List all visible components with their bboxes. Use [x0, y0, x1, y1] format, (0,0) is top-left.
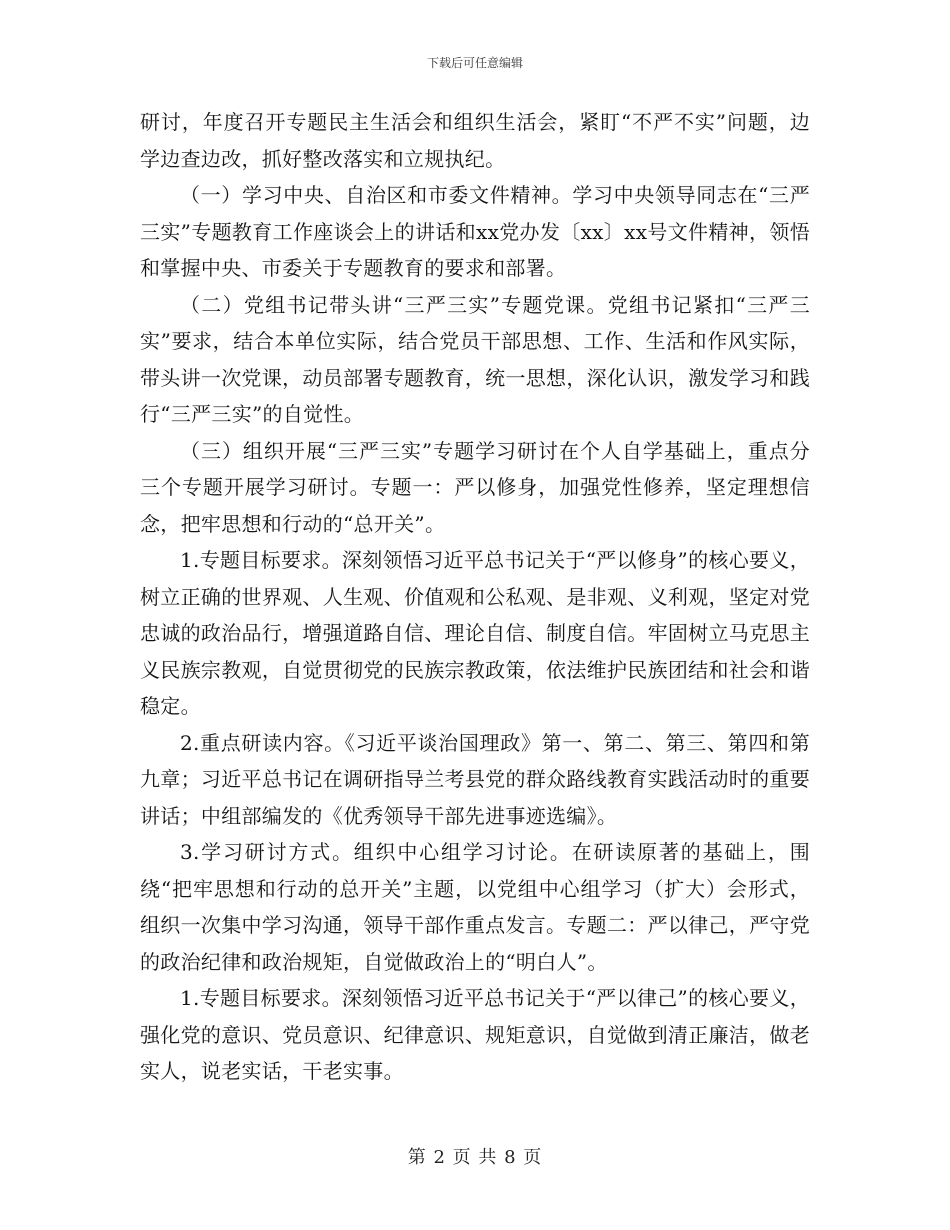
- paragraph-section-2: （二）党组书记带头讲“三严三实”专题党课。党组书记紧扣“三严三实”要求，结合本单位实际，结合党员干部思想、工作、生活和作风实际，带头讲一次党课，动员部署专题教育，统一思想，深化认识，激发学习和践行“三严三实”的自觉性。: [140, 292, 810, 426]
- paragraph-continuation: 研讨，年度召开专题民主生活会和组织生活会，紧盯“不严不实”问题，边学边查边改，抓好整改落实和立规执纪。: [140, 110, 810, 171]
- paragraph-topic1-method: 3.学习研讨方式。组织中心组学习讨论。在研读原著的基础上，围绕“把牢思想和行动的总开关”主题，以党组中心组学习（扩大）会形式，组织一次集中学习沟通，领导干部作重点发言。专题二：严以律己，严守党的政治纪律和政治规矩，自觉做政治上的“明白人”。: [140, 840, 810, 974]
- paragraph-topic1-reading: 2.重点研读内容。《习近平谈治国理政》第一、第二、第三、第四和第九章；习近平总书记在调研指导兰考县党的群众路线教育实践活动时的重要讲话；中组部编发的《优秀领导干部先进事迹选编》。: [140, 730, 810, 828]
- page-header: 下载后可任意编辑: [426, 56, 523, 70]
- paragraph-topic1-goals: 1.专题目标要求。深刻领悟习近平总书记关于“严以修身”的核心要义，树立正确的世界观、人生观、价值观和公私观、是非观、义利观，坚定对党忠诚的政治品行，增强道路自信、理论自信、制度自信。牢固树立马克思主义民族宗教观，自觉贯彻党的民族宗教政策，依法维护民族团结和社会和谐稳定。: [140, 548, 810, 718]
- page-number: 第 2 页 共 8 页: [407, 1147, 543, 1168]
- paragraph-topic2-goals: 1.专题目标要求。深刻领悟习近平总书记关于“严以律己”的核心要义，强化党的意识、党员意识、纪律意识、规矩意识，自觉做到清正廉洁，做老实人，说老实话，干老实事。: [140, 986, 810, 1083]
- paragraph-section-3: （三）组织开展“三严三实”专题学习研讨在个人自学基础上，重点分三个专题开展学习研讨。专题一：严以修身，加强党性修养，坚定理想信念，把牢思想和行动的“总开关”。: [140, 438, 810, 536]
- paragraph-section-1: （一）学习中央、自治区和市委文件精神。学习中央领导同志在“三严三实”专题教育工作座谈会上的讲话和xx党办发〔xx〕xx号文件精神，领悟和掌握中央、市委关于专题教育的要求和部署。: [140, 183, 810, 280]
- document-body: [140, 104, 810, 1090]
